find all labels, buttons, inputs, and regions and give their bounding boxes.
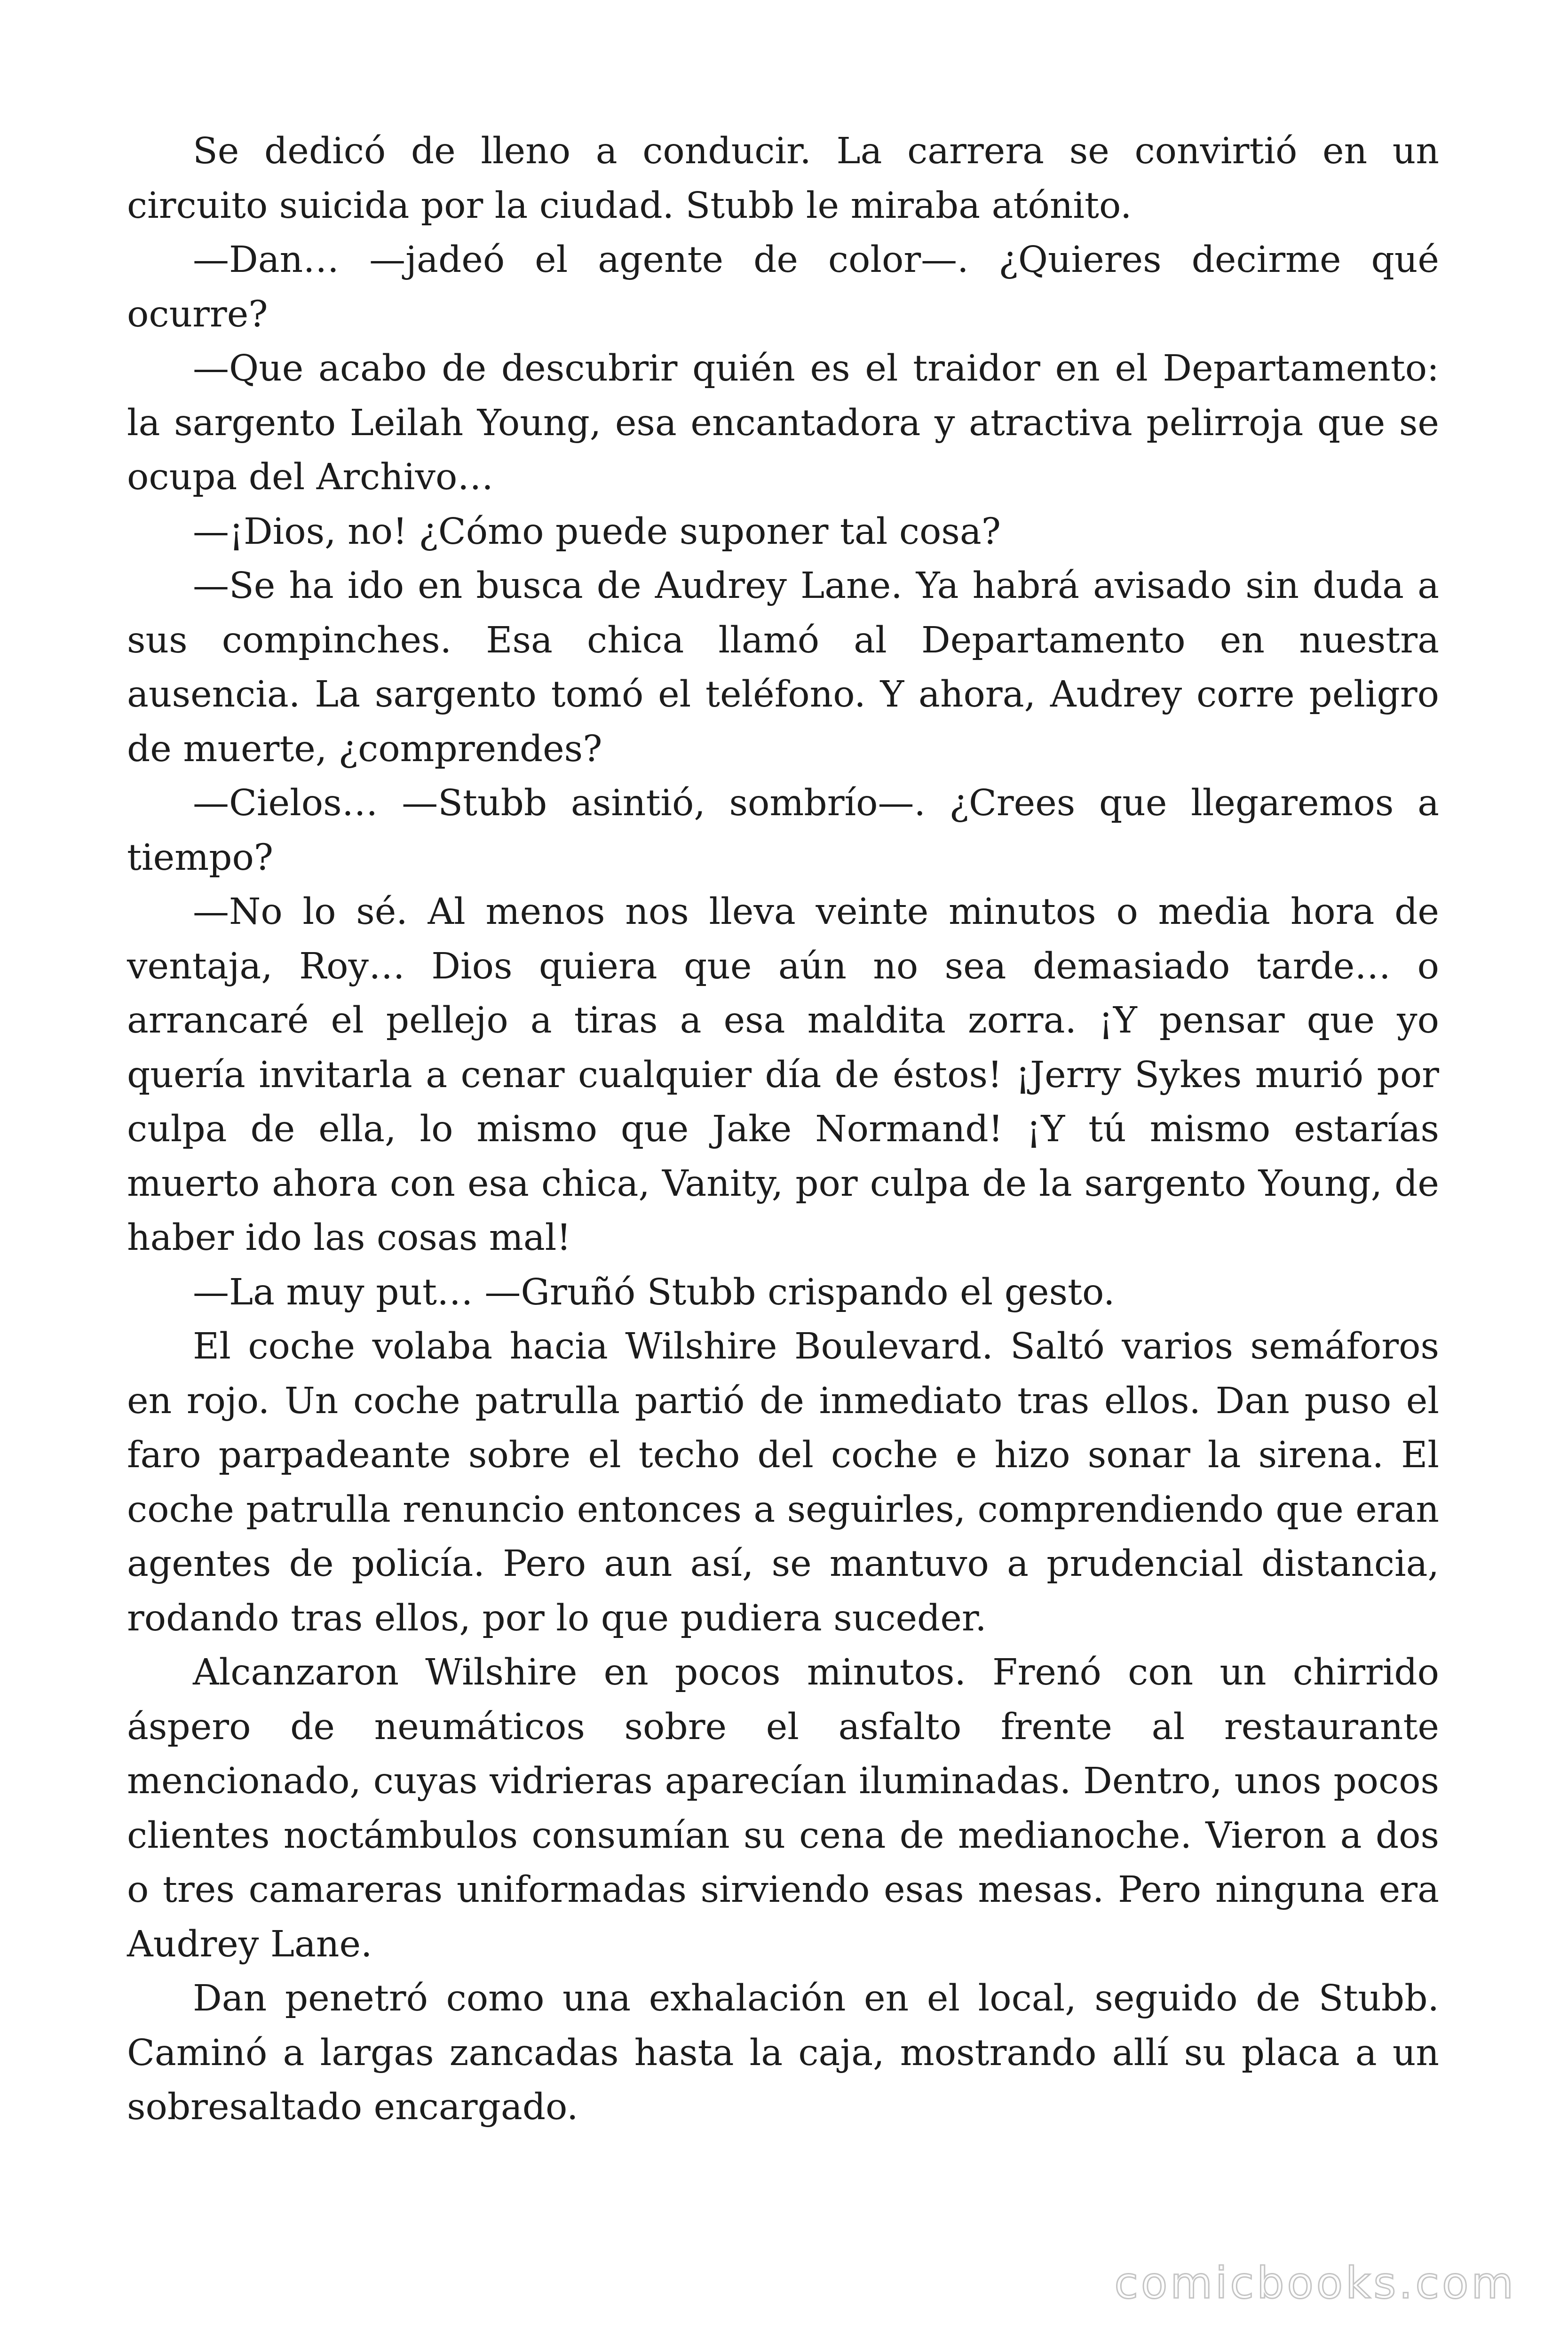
paragraph-2: —Dan… —jadeó el agente de color—. ¿Quieres decirme qué ocurre?: [127, 239, 1439, 335]
paragraph-3: —Que acabo de descubrir quién es el traidor en el Departamento: la sargento Leilah Young, esa encantadora y atractiva pelirroja que se ocupa del Archivo…: [127, 348, 1439, 498]
paragraph-11: Dan penetró como una exhalación en el local, seguido de Stubb. Caminó a largas zancadas hasta la caja, mostrando allí su placa a un sobresaltado encargado.: [127, 1978, 1439, 2128]
paragraph-6: —Cielos… —Stubb asintió, sombrío—. ¿Crees que llegaremos a tiempo?: [127, 782, 1439, 879]
page-body-text: [127, 124, 1439, 2135]
paragraph-7: —No lo sé. Al menos nos lleva veinte minutos o media hora de ventaja, Roy… Dios quiera que aún no sea demasiado tarde… o arrancaré el pellejo a tiras a esa maldita zorra. ¡Y pensar que yo quería invitarla a cenar cualquier día de éstos! ¡Jerry Sykes murió por culpa de ella, lo mismo que Jake Normand! ¡Y tú mismo estarías muerto ahora con esa chica, Vanity, por culpa de la sargento Young, de haber ido las cosas mal!: [127, 891, 1439, 1259]
paragraph-9: El coche volaba hacia Wilshire Boulevard. Saltó varios semáforos en rojo. Un coche patrulla partió de inmediato tras ellos. Dan puso el faro parpadeante sobre el techo del coche e hizo sonar la sirena. El coche patrulla renuncio entonces a seguirles, comprendiendo que eran agentes de policía. Pero aun así, se mantuvo a prudencial distancia, rodando tras ellos, por lo que pudiera suceder.: [127, 1326, 1439, 1639]
paragraph-10: Alcanzaron Wilshire en pocos minutos. Frenó con un chirrido áspero de neumáticos sobre el asfalto frente al restaurante mencionado, cuyas vidrieras aparecían iluminadas. Dentro, unos pocos clientes noctámbulos consumían su cena de medianoche. Vieron a dos o tres camareras uniformadas sirviendo esas mesas. Pero ninguna era Audrey Lane.: [127, 1652, 1439, 1965]
watermark-text: comicbooks.com: [1114, 2258, 1516, 2308]
paragraph-4: —¡Dios, no! ¿Cómo puede suponer tal cosa?: [193, 510, 1001, 553]
paragraph-5: —Se ha ido en busca de Audrey Lane. Ya habrá avisado sin duda a sus compinches. Esa chica llamó al Departamento en nuestra ausencia. La sargento tomó el teléfono. Y ahora, Audrey corre peligro de muerte, ¿comprendes?: [127, 565, 1439, 770]
paragraph-8: —La muy put… —Gruñó Stubb crispando el gesto.: [193, 1271, 1115, 1313]
paragraph-1: Se dedicó de lleno a conducir. La carrera se convirtió en un circuito suicida por la ciudad. Stubb le miraba atónito.: [127, 130, 1439, 227]
